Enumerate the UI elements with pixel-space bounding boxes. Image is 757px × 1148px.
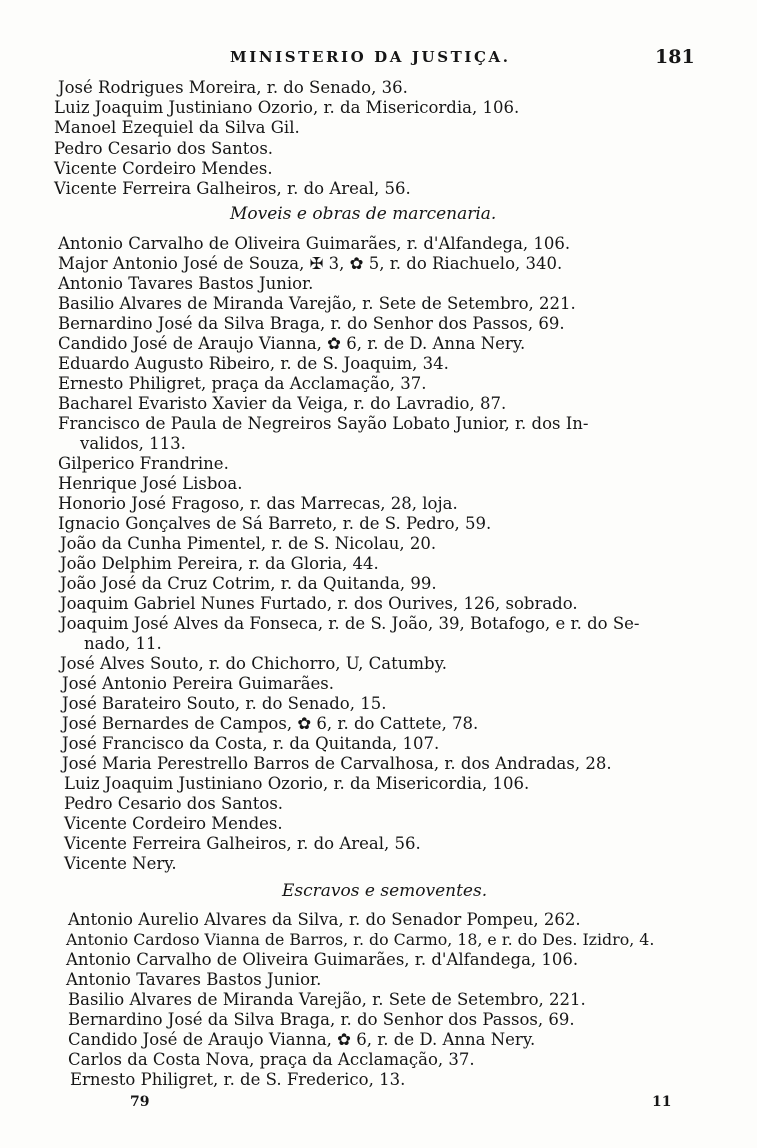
list-item: Antonio Carvalho de Oliveira Guimarães, r. d'Alfandega, 106.: [58, 234, 571, 253]
list-item: Pedro Cesario dos Santos.: [54, 139, 274, 158]
list-item: Antonio Carvalho de Oliveira Guimarães, r. d'Alfandega, 106.: [66, 950, 579, 969]
list-item: Vicente Cordeiro Mendes.: [64, 814, 283, 833]
list-item-continuation: nado, 11.: [84, 634, 162, 653]
list-item: Ignacio Gonçalves de Sá Barreto, r. de S. Pedro, 59.: [58, 514, 492, 533]
list-item: Ernesto Philigret, r. de S. Frederico, 13.: [70, 1070, 406, 1089]
list-item: Candido José de Araujo Vianna, ✿ 6, r. de D. Anna Nery.: [58, 334, 526, 353]
list-item: Candido José de Araujo Vianna, ✿ 6, r. de D. Anna Nery.: [68, 1030, 536, 1049]
list-item: Francisco de Paula de Negreiros Sayão Lobato Junior, r. dos In-: [58, 414, 589, 433]
list-item: Luiz Joaquim Justiniano Ozorio, r. da Misericordia, 106.: [54, 98, 520, 117]
list-item: Joaquim Gabriel Nunes Furtado, r. dos Ourives, 126, sobrado.: [60, 594, 578, 613]
list-item: José Bernardes de Campos, ✿ 6, r. do Cattete, 78.: [62, 714, 479, 733]
list-item: Bernardino José da Silva Braga, r. do Senhor dos Passos, 69.: [68, 1010, 575, 1029]
list-item: Vicente Ferreira Galheiros, r. do Areal, 56.: [54, 179, 411, 198]
list-item: Bacharel Evaristo Xavier da Veiga, r. do Lavradio, 87.: [58, 394, 507, 413]
list-item: Basilio Alvares de Miranda Varejão, r. Sete de Setembro, 221.: [58, 294, 576, 313]
list-item: Vicente Nery.: [64, 854, 177, 873]
list-item: João Delphim Pereira, r. da Gloria, 44.: [60, 554, 379, 573]
signature-mark-left: 79: [130, 1094, 150, 1110]
list-item: Luiz Joaquim Justiniano Ozorio, r. da Misericordia, 106.: [64, 774, 530, 793]
list-item: José Maria Perestrello Barros de Carvalhosa, r. dos Andradas, 28.: [62, 754, 612, 773]
list-item: Bernardino José da Silva Braga, r. do Senhor dos Passos, 69.: [58, 314, 565, 333]
page-header: [0, 48, 757, 74]
list-item: Antonio Tavares Bastos Junior.: [58, 274, 314, 293]
list-item: Gilperico Frandrine.: [58, 454, 229, 473]
list-item: Henrique José Lisboa.: [58, 474, 243, 493]
list-item: Honorio José Fragoso, r. das Marrecas, 28, loja.: [58, 494, 458, 513]
list-item: José Barateiro Souto, r. do Senado, 15.: [62, 694, 387, 713]
list-item: Antonio Aurelio Alvares da Silva, r. do Senador Pompeu, 262.: [68, 910, 581, 929]
running-title: MINISTERIO DA JUSTIÇA.: [230, 48, 511, 66]
section-heading: Escravos e semoventes.: [282, 881, 488, 901]
section-heading: Moveis e obras de marcenaria.: [230, 204, 497, 224]
list-item: Vicente Cordeiro Mendes.: [54, 159, 273, 178]
list-item: João da Cunha Pimentel, r. de S. Nicolau, 20.: [60, 534, 437, 553]
list-item: José Francisco da Costa, r. da Quitanda, 107.: [62, 734, 440, 753]
list-item: Carlos da Costa Nova, praça da Acclamação, 37.: [68, 1050, 475, 1069]
list-item: Eduardo Augusto Ribeiro, r. de S. Joaquim, 34.: [58, 354, 449, 373]
list-item: Antonio Cardoso Vianna de Barros, r. do Carmo, 18, e r. do Des. Izidro, 4.: [66, 930, 655, 949]
list-item: Major Antonio José de Souza, ✠ 3, ✿ 5, r. do Riachuelo, 340.: [58, 254, 563, 273]
list-item: José Alves Souto, r. do Chichorro, U, Catumby.: [60, 654, 447, 673]
list-item-continuation: validos, 113.: [80, 434, 186, 453]
list-item: Basilio Alvares de Miranda Varejão, r. Sete de Setembro, 221.: [68, 990, 586, 1009]
list-item: Joaquim José Alves da Fonseca, r. de S. João, 39, Botafogo, e r. do Se-: [60, 614, 640, 633]
list-item: Antonio Tavares Bastos Junior.: [66, 970, 322, 989]
list-item: Manoel Ezequiel da Silva Gil.: [54, 118, 300, 137]
list-item: Pedro Cesario dos Santos.: [64, 794, 284, 813]
page-number: 181: [655, 46, 695, 68]
signature-mark-right: 11: [652, 1094, 672, 1110]
list-item: José Antonio Pereira Guimarães.: [62, 674, 335, 693]
list-item: José Rodrigues Moreira, r. do Senado, 36.: [58, 78, 408, 97]
list-item: Vicente Ferreira Galheiros, r. do Areal, 56.: [64, 834, 421, 853]
list-item: Ernesto Philigret, praça da Acclamação, 37.: [58, 374, 427, 393]
list-item: João José da Cruz Cotrim, r. da Quitanda, 99.: [60, 574, 437, 593]
